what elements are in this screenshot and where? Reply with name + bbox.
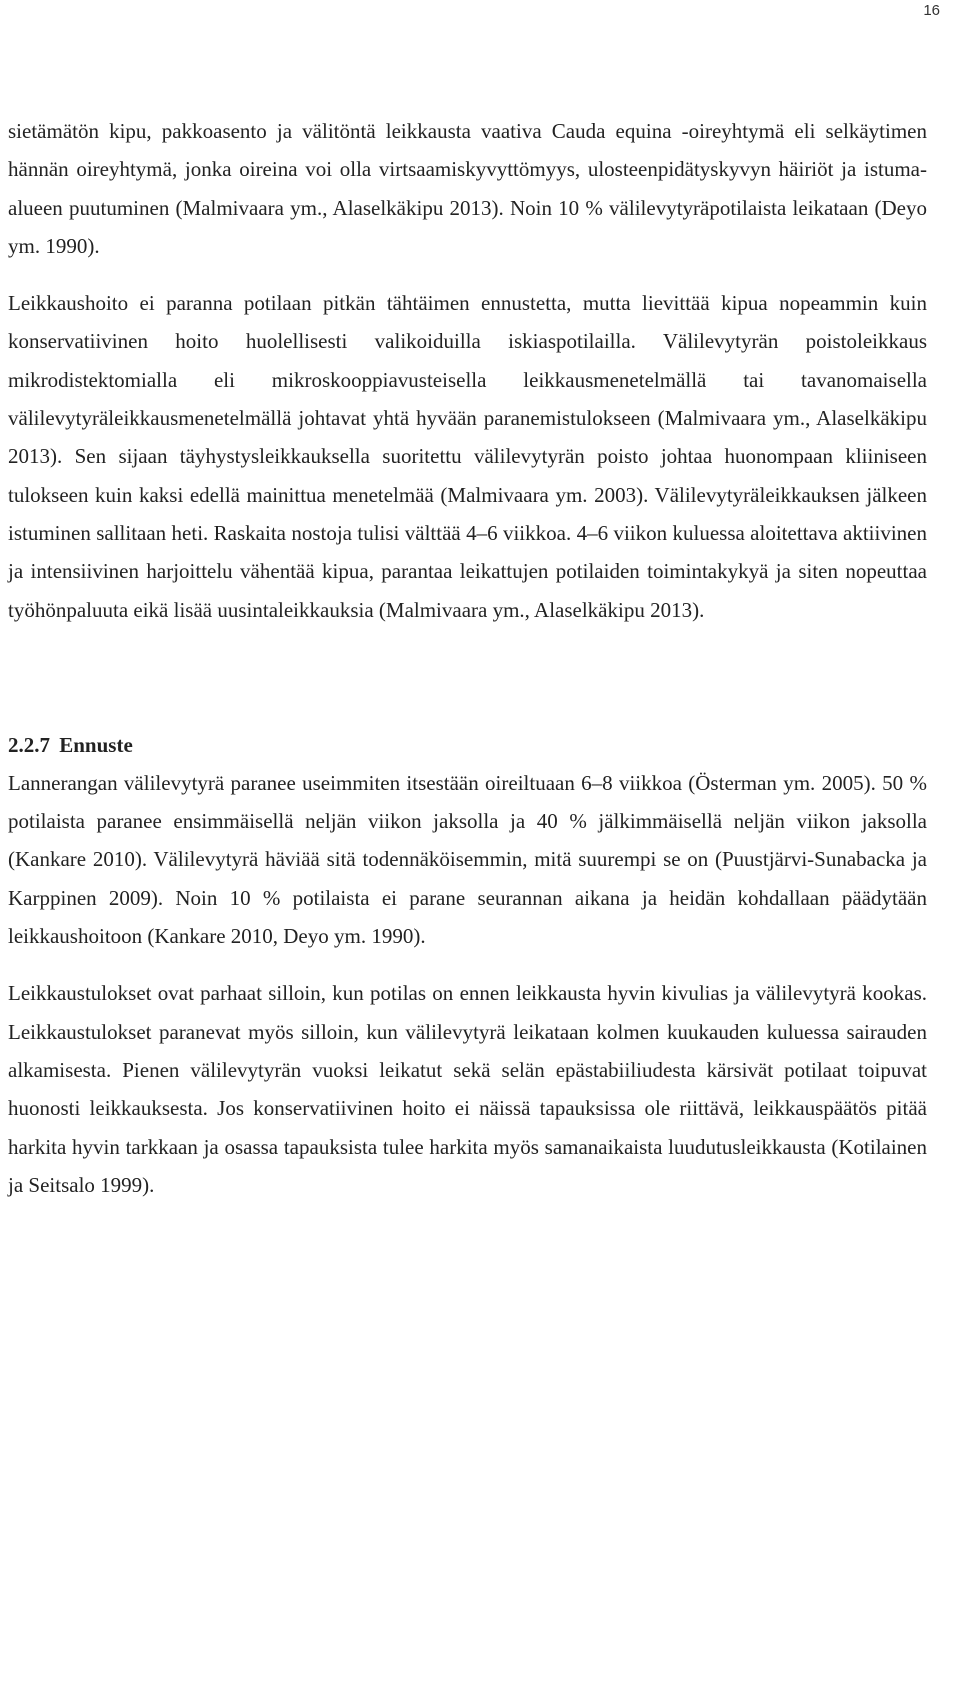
- paragraph-surgical-treatment: Leikkaushoito ei paranna potilaan pitkän tähtäimen ennustetta, mutta lievittää kipua nopeammin kuin konservatiivinen hoito huolellisesti valikoiduilla iskiaspotilailla. Välilevytyrän poistoleikkaus mikrodistektomialla eli mikroskooppiavusteisella leikkausmenetelmällä tai tavanomaisella välilevytyräleikkausmenetelmällä johtavat yhtä hyvään paranemistulokseen (Malmivaara ym., Alaselkäkipu 2013). Sen sijaan täyhystysleikkauksella suoritettu välilevytyrän poisto johtaa huonompaan kliiniseen tulokseen kuin kaksi edellä mainittua menetelmää (Malmivaara ym. 2003). Välilevytyräleikkauksen jälkeen istuminen sallitaan heti. Raskaita nostoja tulisi välttää 4–6 viikkoa. 4–6 viikon kuluessa aloitettava aktiivinen ja intensiivinen harjoittelu vähentää kipua, parantaa leikattujen potilaiden toimintakykyä ja siten nopeuttaa työhönpaluuta eikä lisää uusintaleikkauksia (Malmivaara ym., Alaselkäkipu 2013).: [8, 291, 927, 622]
- page-number: 16: [923, 2, 940, 19]
- document-body: [8, 112, 927, 1204]
- paragraph-cauda-equina: sietämätön kipu, pakkoasento ja välitöntä leikkausta vaativa Cauda equina -oireyhtymä eli selkäytimen hännän oireyhtymä, jonka oireina voi olla virtsaamiskyvyttömyys, ulosteenpidätyskyvyn häiriöt ja istuma-alueen puutuminen (Malmivaara ym., Alaselkäkipu 2013). Noin 10 % välilevytyräpotilaista leikataan (Deyo ym. 1990).: [8, 119, 927, 258]
- section-heading-ennuste: [8, 726, 927, 764]
- section-number: 2.2.7: [8, 732, 50, 757]
- paragraph-prognosis: Lannerangan välilevytyrä paranee useimmiten itsestään oireiltuaan 6–8 viikkoa (Österman ym. 2005). 50 % potilaista paranee ensimmäisellä neljän viikon jaksolla ja 40 % jälkimmäisellä neljän viikon jaksolla (Kankare 2010). Välilevytyrä häviää sitä todennäköisemmin, mitä suurempi se on (Puustjärvi-Sunabacka ja Karppinen 2009). Noin 10 % potilaista ei parane seurannan aikana ja heidän kohdallaan päädytään leikkaushoitoon (Kankare 2010, Deyo ym. 1990).: [8, 770, 927, 949]
- section-title: Ennuste: [59, 732, 133, 757]
- paragraph-surgical-outcomes: Leikkaustulokset ovat parhaat silloin, kun potilas on ennen leikkausta hyvin kivulias ja välilevytyrä kookas. Leikkaustulokset paranevat myös silloin, kun välilevytyrä leikataan kolmen kuukauden kuluessa sairauden alkamisesta. Pienen välilevytyrän vuoksi leikatut sekä selän epästabiiliudesta kärsivät potilaat toipuvat huonosti leikkauksesta. Jos konservatiivinen hoito ei näissä tapauksissa ole riittävä, leikkauspäätös pitää harkita hyvin tarkkaan ja osassa tapauksista tulee harkita myös samanaikaista luudutusleikkausta (Kotilainen ja Seitsalo 1999).: [8, 981, 927, 1197]
